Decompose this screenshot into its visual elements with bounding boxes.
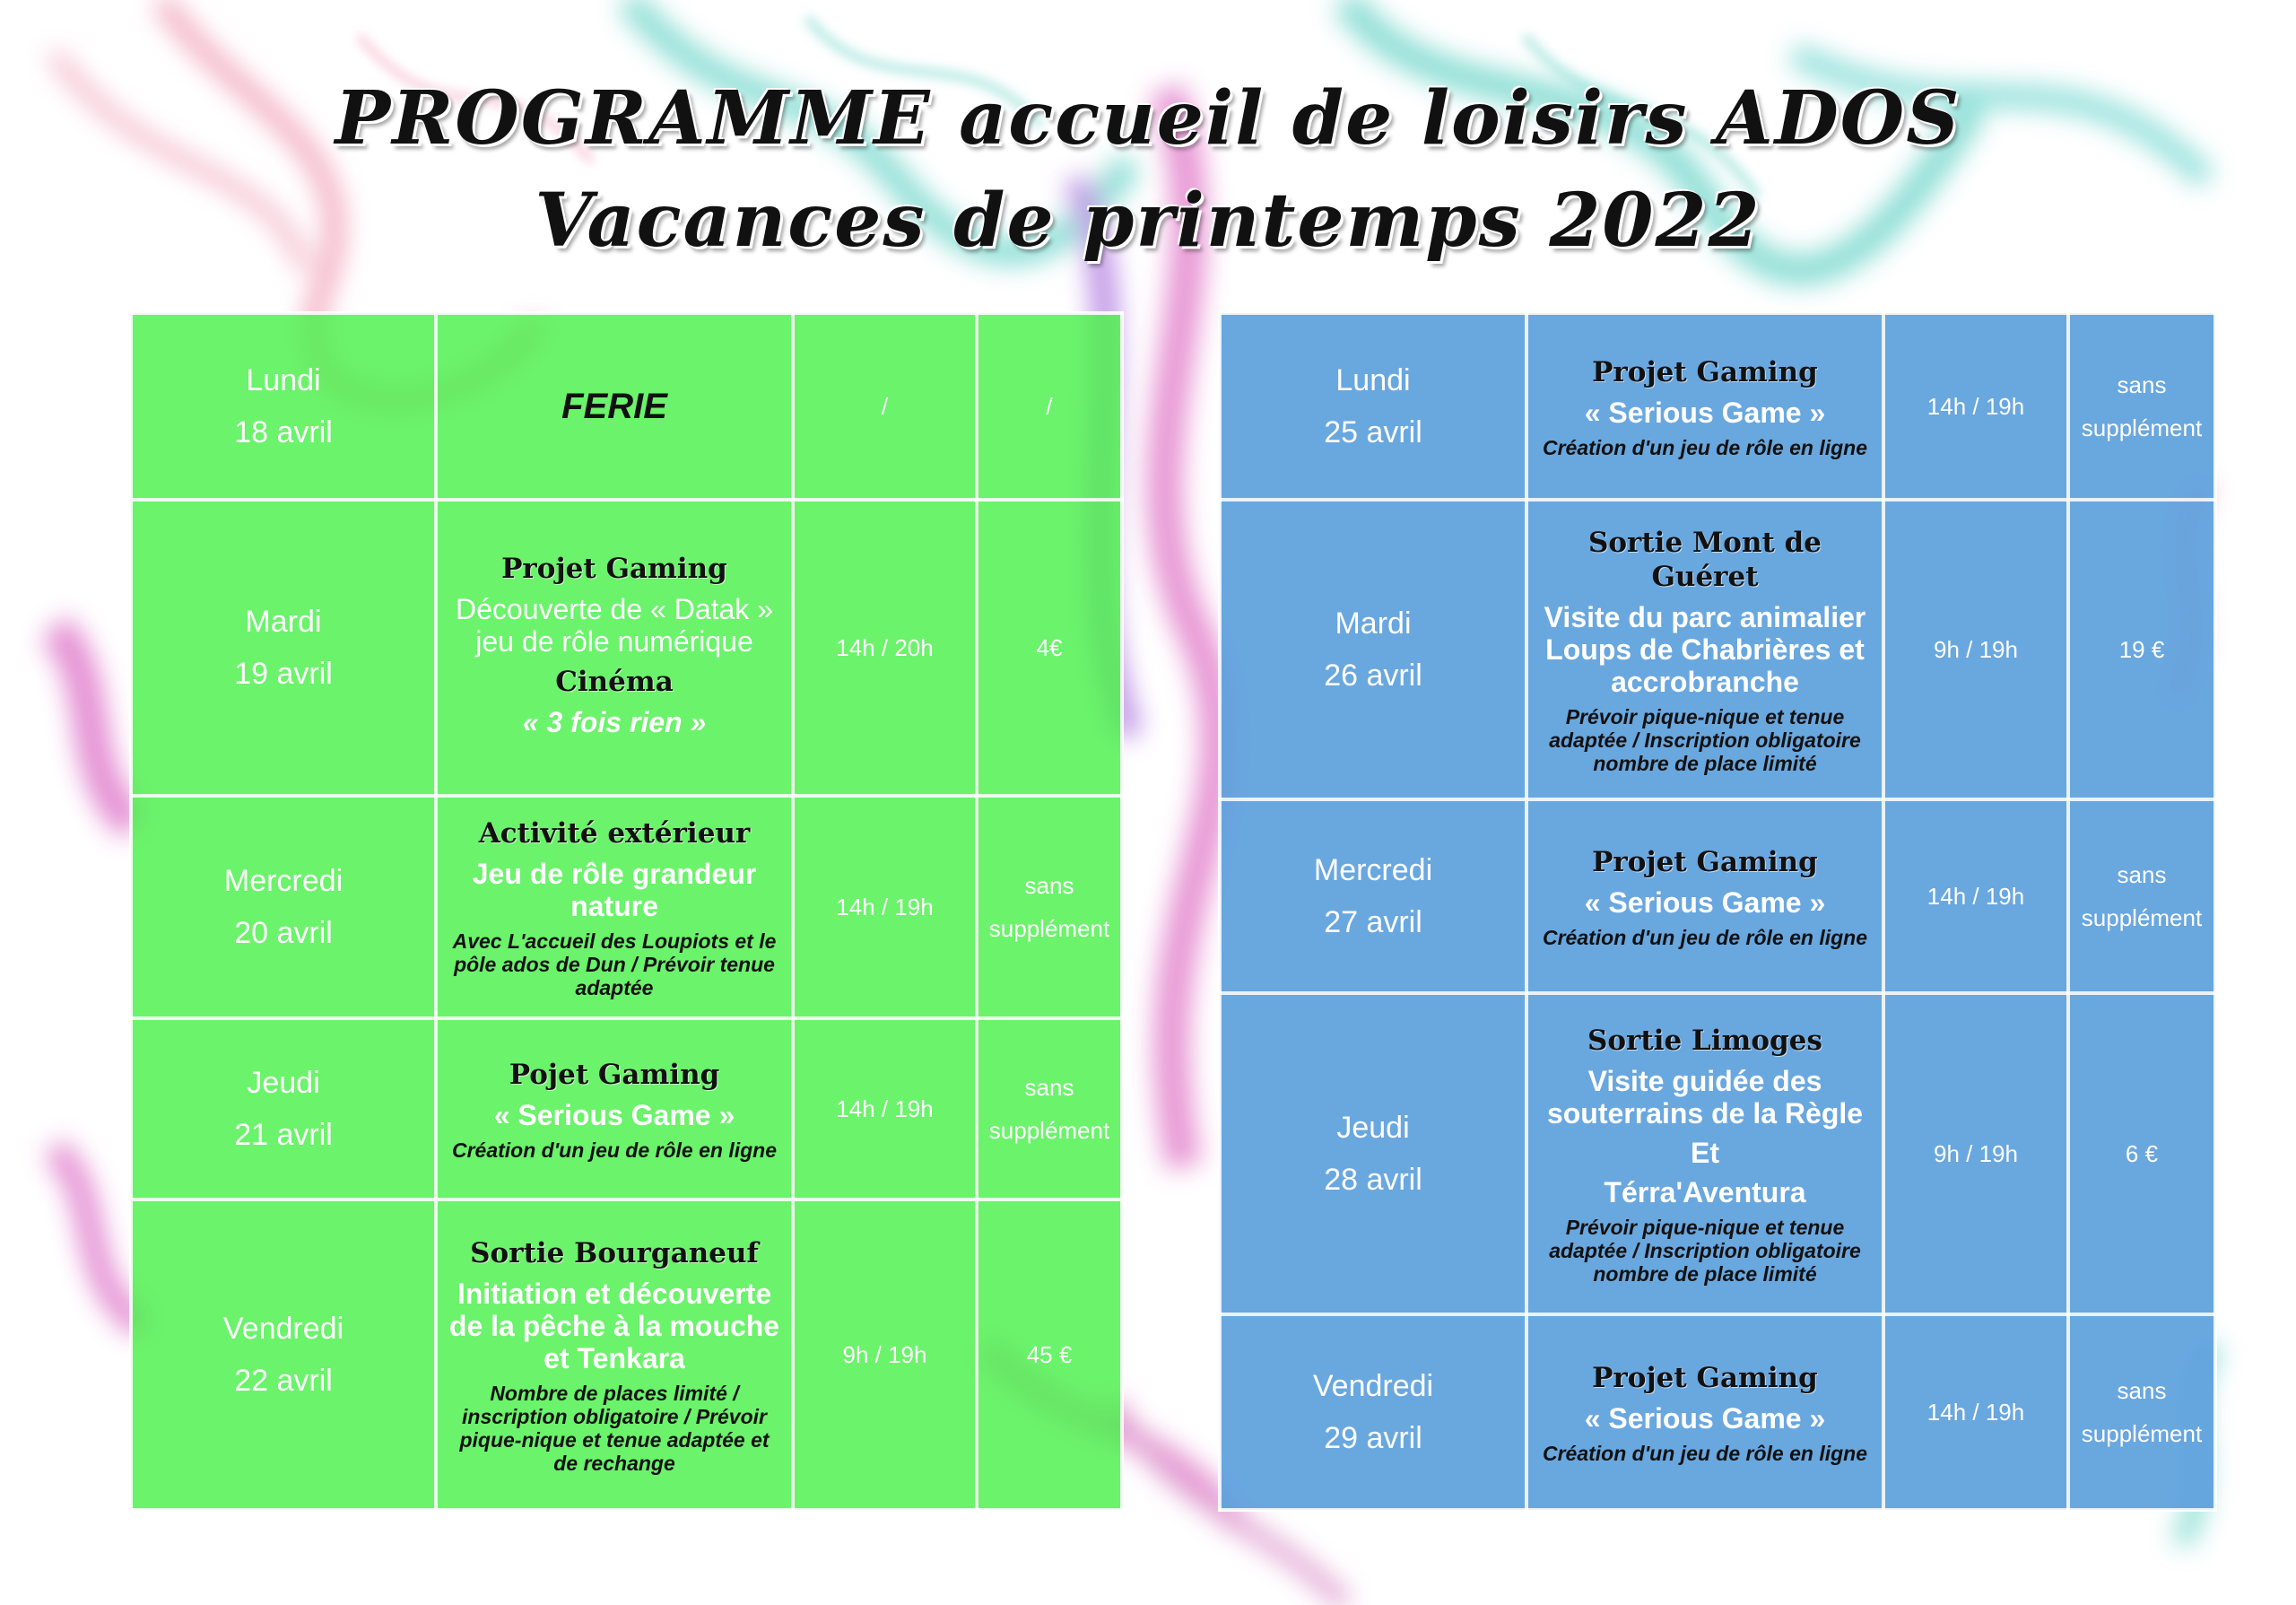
activity-note: Prévoir pique-nique et tenue adaptée / Inscription obligatoire nombre de place limité [1549,1216,1861,1286]
day-name: Mercredi [1313,853,1433,887]
price-line-1: sans [2117,371,2167,398]
day-cell [1220,1314,1526,1510]
day-name: Mardi [245,605,322,639]
activity-cell [1526,1314,1883,1510]
activity-cell [436,313,793,500]
activity-note: Création d'un jeu de rôle en ligne [1542,1442,1867,1465]
activity-note: Nombre de places limité / inscription obligatoire / Prévoir pique-nique et tenue adaptée et de rechange [459,1382,770,1475]
activity-description: Découverte de « Datak » jeu de rôle numérique [456,593,773,658]
time-cell: 9h / 19h [1883,993,2068,1314]
activity-description-2: « 3 fois rien » [522,706,707,738]
price-cell: / [977,313,1122,500]
activity-description: Initiation et découverte de la pêche à la mouche et Tenkara [448,1278,780,1374]
activity-note: Création d'un jeu de rôle en ligne [451,1138,777,1162]
day-cell [131,1018,436,1199]
activity-note: Avec L'accueil des Loupiots et le pôle ados de Dun / Prévoir tenue adaptée [452,929,777,999]
table-row [131,313,1122,500]
day-date: 29 avril [1324,1421,1422,1455]
day-date: 25 avril [1324,415,1422,449]
table-row [1220,500,2215,799]
day-cell [131,1199,436,1510]
activity-description: « Serious Game » [493,1099,735,1131]
day-date: 20 avril [234,916,333,950]
time-cell: 14h / 19h [793,1018,977,1199]
table-row [131,500,1122,796]
day-cell [131,500,436,796]
price-line-1: sans [2117,1377,2167,1404]
time-cell: 14h / 19h [1883,1314,2068,1510]
activity-note: Prévoir pique-nique et tenue adaptée / Inscription obligatoire nombre de place limité [1549,705,1861,775]
activity-title: Projet Gaming [501,553,727,585]
price-line-1: sans [2117,861,2167,888]
day-date: 18 avril [234,415,333,449]
day-name: Jeudi [247,1066,320,1100]
time-cell: 14h / 20h [793,500,977,796]
day-name: Jeudi [1336,1111,1410,1145]
price-cell: 4€ [977,500,1122,796]
day-name: Vendredi [1312,1369,1434,1403]
activity-note: Création d'un jeu de rôle en ligne [1542,436,1867,459]
day-cell [1220,993,1526,1314]
price-line-1: sans [1024,1074,1074,1101]
activity-cell [1526,993,1883,1314]
time-cell: 14h / 19h [793,796,977,1018]
time-cell: 9h / 19h [1883,500,2068,799]
activity-title: Sortie Bourganeuf [470,1237,759,1269]
schedule-week2-table [1218,311,2217,1512]
day-date: 26 avril [1324,659,1422,693]
activity-cell [436,1018,793,1199]
activity-title: Sortie Limoges [1587,1025,1822,1057]
price-cell [2068,799,2215,993]
day-cell [131,796,436,1018]
day-name: Lundi [246,363,321,397]
activity-title: Sortie Mont de Guéret [1587,527,1822,593]
price-line-2: supplément [988,915,1110,942]
day-date: 22 avril [234,1364,333,1398]
day-date: 28 avril [1324,1163,1422,1197]
page-title: PROGRAMME accueil de loisirs ADOS [335,75,1961,161]
activity-title: Projet Gaming [1592,356,1818,388]
activity-cell [1526,500,1883,799]
price-cell: 6 € [2068,993,2215,1314]
activity-description: « Serious Game » [1584,1402,1826,1435]
page-subtitle: Vacances de printemps 2022 [535,178,1761,264]
table-row [131,796,1122,1018]
table-row [1220,799,2215,993]
price-line-2: supplément [2081,414,2203,441]
day-date: 19 avril [234,657,333,691]
day-name: Vendredi [222,1312,344,1346]
activity-title: Pojet Gaming [509,1059,720,1091]
day-name: Lundi [1335,363,1411,397]
table-row [1220,313,2215,500]
day-cell [1220,500,1526,799]
activity-title-2: Cinéma [555,666,674,698]
price-line-2: supplément [2081,1420,2203,1447]
activity-title: Projet Gaming [1592,1362,1818,1394]
day-name: Mercredi [223,864,344,898]
activity-description: Visite du parc animalier Loups de Chabrières et accrobranche [1544,601,1866,698]
holiday-label: FERIE [561,386,667,426]
day-cell [131,313,436,500]
time-cell: 14h / 19h [1883,313,2068,500]
time-cell: 9h / 19h [793,1199,977,1510]
price-line-1: sans [1024,872,1074,899]
table-row [1220,993,2215,1314]
activity-description-2: Et [1691,1137,1719,1169]
activity-note: Création d'un jeu de rôle en ligne [1542,926,1867,949]
activity-title: Activité extérieur [478,817,751,850]
price-line-2: supplément [2081,904,2203,931]
table-row [131,1199,1122,1510]
activity-cell [436,1199,793,1510]
price-cell [2068,313,2215,500]
activity-cell [436,500,793,796]
day-cell [1220,313,1526,500]
price-cell [2068,1314,2215,1510]
schedule-week1-table [129,311,1124,1512]
activity-description: « Serious Game » [1584,886,1826,919]
price-line-2: supplément [988,1117,1110,1144]
time-cell: / [793,313,977,500]
time-cell: 14h / 19h [1883,799,2068,993]
price-cell: 19 € [2068,500,2215,799]
day-date: 27 avril [1324,905,1422,939]
price-cell [977,1018,1122,1199]
day-name: Mardi [1335,606,1412,641]
price-cell: 45 € [977,1199,1122,1510]
activity-cell [436,796,793,1018]
activity-description: « Serious Game » [1584,397,1826,429]
table-row [1220,1314,2215,1510]
activity-description-3: Térra'Aventura [1604,1176,1806,1208]
activity-cell [1526,799,1883,993]
activity-cell [1526,313,1883,500]
table-row [131,1018,1122,1199]
day-cell [1220,799,1526,993]
activity-description: Visite guidée des souterrains de la Règle [1546,1065,1864,1130]
price-cell [977,796,1122,1018]
day-date: 21 avril [234,1118,333,1152]
activity-description: Jeu de rôle grandeur nature [472,858,757,922]
activity-title: Projet Gaming [1592,846,1818,878]
